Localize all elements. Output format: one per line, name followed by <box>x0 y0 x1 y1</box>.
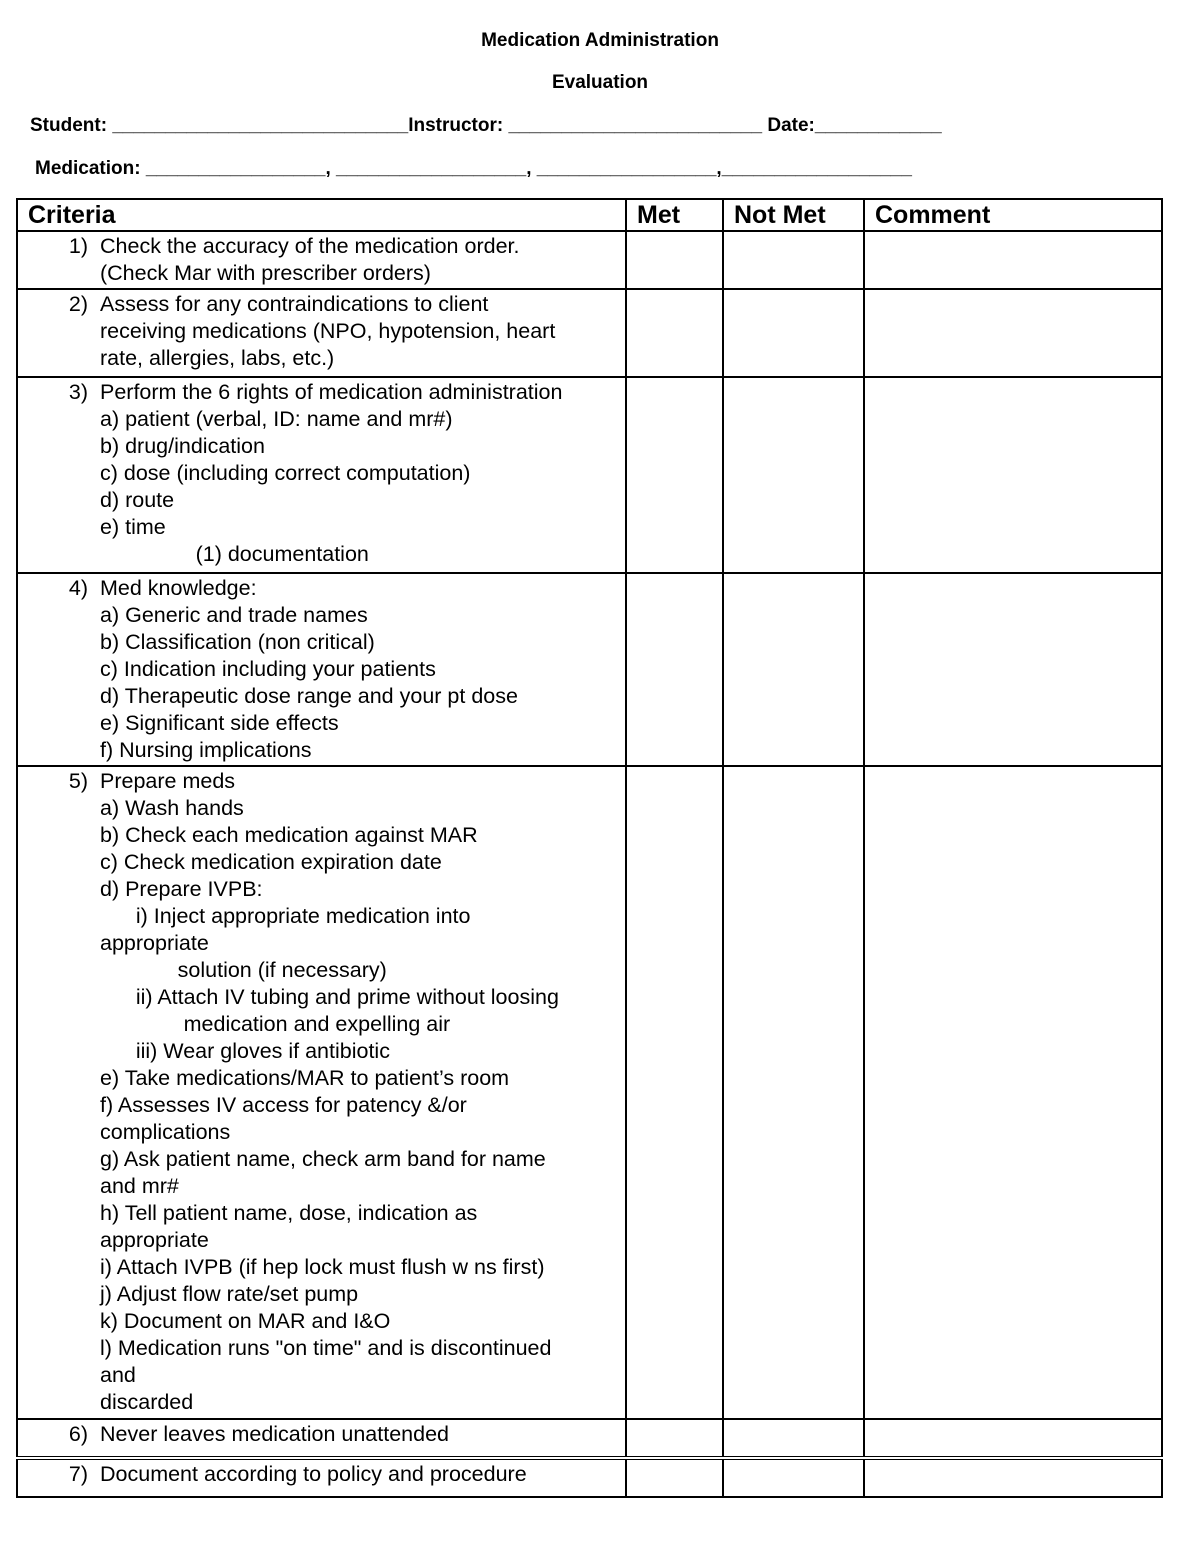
criteria-line: rate, allergies, labs, etc.) <box>100 346 335 370</box>
table-header-row <box>17 199 1162 231</box>
criteria-line: k) Document on MAR and I&O <box>100 1309 391 1333</box>
not-met-cell[interactable] <box>723 1419 864 1458</box>
criteria-number: 3) <box>68 380 88 404</box>
criteria-line: c) Check medication expiration date <box>100 850 442 874</box>
criteria-line: i) Inject appropriate medication into <box>100 904 471 928</box>
criteria-line: Med knowledge: <box>100 576 257 600</box>
table-row <box>17 1458 1162 1497</box>
criteria-line: medication and expelling air <box>100 1012 451 1036</box>
criteria-text <box>88 1461 616 1488</box>
criteria-line: b) Classification (non critical) <box>100 630 375 654</box>
met-cell[interactable] <box>626 1458 723 1497</box>
criteria-line: d) Prepare IVPB: <box>100 877 263 901</box>
criteria-line: iii) Wear gloves if antibiotic <box>100 1039 390 1063</box>
met-cell[interactable] <box>626 573 723 766</box>
criteria-line: g) Ask patient name, check arm band for name <box>100 1147 546 1171</box>
comment-cell[interactable] <box>864 766 1162 1419</box>
criteria-line: Perform the 6 rights of medication administration <box>100 380 563 404</box>
table-row <box>17 231 1162 289</box>
criteria-number: 7) <box>68 1462 88 1486</box>
criteria-line: appropriate <box>100 931 209 955</box>
criteria-line: receiving medications (NPO, hypotension, heart <box>100 319 556 343</box>
criteria-text <box>88 291 616 372</box>
table-row <box>17 573 1162 766</box>
not-met-cell[interactable] <box>723 377 864 573</box>
column-header-criteria: Criteria <box>17 199 626 231</box>
met-cell[interactable] <box>626 766 723 1419</box>
criteria-text <box>88 379 616 568</box>
criteria-cell <box>17 231 626 289</box>
criteria-line: b) Check each medication against MAR <box>100 823 478 847</box>
met-cell[interactable] <box>626 377 723 573</box>
criteria-line: a) Generic and trade names <box>100 603 368 627</box>
comment-cell[interactable] <box>864 289 1162 377</box>
criteria-line: e) time <box>100 515 166 539</box>
criteria-line: a) patient (verbal, ID: name and mr#) <box>100 407 453 431</box>
criteria-line: and <box>100 1363 136 1387</box>
criteria-line: Assess for any contraindications to client <box>100 292 489 316</box>
table-row <box>17 1419 1162 1458</box>
met-cell[interactable] <box>626 231 723 289</box>
criteria-line: solution (if necessary) <box>100 958 387 982</box>
table-row <box>17 377 1162 573</box>
document-title: Medication Administration <box>481 30 719 51</box>
criteria-rows <box>17 231 1162 1497</box>
not-met-cell[interactable] <box>723 573 864 766</box>
comment-cell[interactable] <box>864 377 1162 573</box>
criteria-text <box>88 768 616 1416</box>
criteria-number: 6) <box>68 1422 88 1446</box>
criteria-line: complications <box>100 1120 231 1144</box>
medication-line: Medication: _________________, __________________, _________________,__________________ <box>35 158 912 179</box>
criteria-line: b) drug/indication <box>100 434 265 458</box>
criteria-line: Never leaves medication unattended <box>100 1422 449 1446</box>
criteria-line: (1) documentation <box>100 542 369 566</box>
criteria-cell <box>17 573 626 766</box>
table-row <box>17 766 1162 1419</box>
criteria-line: Prepare meds <box>100 769 236 793</box>
criteria-line: f) Nursing implications <box>100 738 312 762</box>
document-subtitle: Evaluation <box>551 72 649 93</box>
criteria-line: j) Adjust flow rate/set pump <box>100 1282 359 1306</box>
criteria-cell <box>17 1458 626 1497</box>
criteria-text <box>88 233 616 287</box>
criteria-line: a) Wash hands <box>100 796 244 820</box>
criteria-number: 2) <box>68 292 88 316</box>
column-header-not-met: Not Met <box>723 199 864 231</box>
not-met-cell[interactable] <box>723 766 864 1419</box>
criteria-line: and mr# <box>100 1174 179 1198</box>
comment-cell[interactable] <box>864 231 1162 289</box>
comment-cell[interactable] <box>864 573 1162 766</box>
criteria-line: i) Attach IVPB (if hep lock must flush w ns first) <box>100 1255 545 1279</box>
criteria-line: Check the accuracy of the medication order. <box>100 234 520 258</box>
criteria-text <box>88 1421 616 1448</box>
comment-cell[interactable] <box>864 1419 1162 1458</box>
met-cell[interactable] <box>626 1419 723 1458</box>
criteria-cell <box>17 289 626 377</box>
criteria-line: l) Medication runs "on time" and is discontinued <box>100 1336 552 1360</box>
not-met-cell[interactable] <box>723 1458 864 1497</box>
criteria-text <box>88 575 616 764</box>
not-met-cell[interactable] <box>723 289 864 377</box>
criteria-cell <box>17 766 626 1419</box>
evaluation-table <box>16 198 1163 1498</box>
criteria-number: 5) <box>68 769 88 793</box>
not-met-cell[interactable] <box>723 231 864 289</box>
criteria-line: c) dose (including correct computation) <box>100 461 471 485</box>
student-instructor-date-line: Student: ____________________________Instructor: ________________________ Date:____________ <box>30 115 942 136</box>
criteria-line: e) Significant side effects <box>100 711 339 735</box>
table-row <box>17 289 1162 377</box>
criteria-number: 1) <box>68 234 88 258</box>
criteria-line: c) Indication including your patients <box>100 657 436 681</box>
comment-cell[interactable] <box>864 1458 1162 1497</box>
met-cell[interactable] <box>626 289 723 377</box>
criteria-line: d) route <box>100 488 175 512</box>
criteria-line: Document according to policy and procedure <box>100 1462 527 1486</box>
criteria-line: appropriate <box>100 1228 209 1252</box>
criteria-line: h) Tell patient name, dose, indication as <box>100 1201 478 1225</box>
column-header-comment: Comment <box>864 199 1162 231</box>
criteria-line: (Check Mar with prescriber orders) <box>100 261 431 285</box>
criteria-cell <box>17 377 626 573</box>
criteria-line: f) Assesses IV access for patency &/or <box>100 1093 467 1117</box>
criteria-line: ii) Attach IV tubing and prime without loosing <box>100 985 559 1009</box>
criteria-line: d) Therapeutic dose range and your pt dose <box>100 684 518 708</box>
criteria-line: e) Take medications/MAR to patient’s room <box>100 1066 510 1090</box>
criteria-line: discarded <box>100 1390 194 1414</box>
criteria-number: 4) <box>68 576 88 600</box>
column-header-met: Met <box>626 199 723 231</box>
criteria-cell <box>17 1419 626 1458</box>
